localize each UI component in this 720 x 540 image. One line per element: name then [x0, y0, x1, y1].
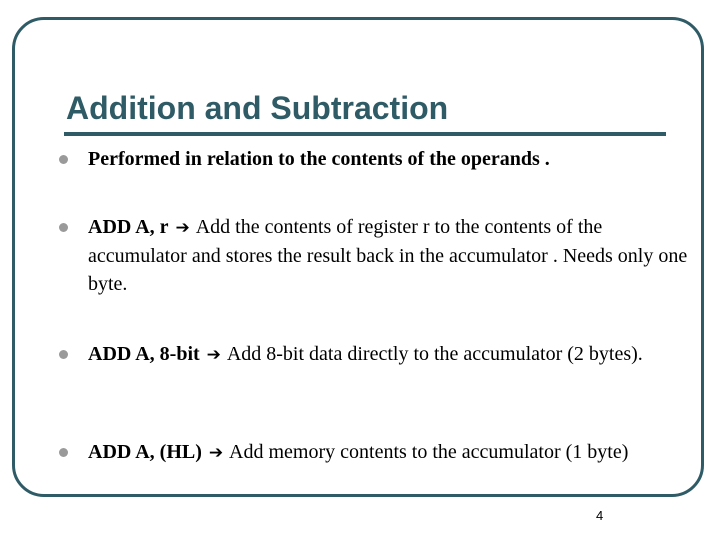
instruction-description: Add the contents of register r to the contents of the accumulator and stores the result back in the accumulator . Needs only one byte.: [88, 216, 688, 295]
title-underline: [64, 132, 666, 136]
bullet-dot-icon: [59, 448, 68, 457]
arrow-right-icon: ➔: [206, 345, 221, 365]
arrow-right-icon: ➔: [175, 218, 190, 238]
bullet-dot-icon: [59, 155, 68, 164]
bullet-item-4: [88, 438, 688, 467]
bullet-item-3: [88, 340, 688, 369]
page-number: 4: [596, 508, 604, 523]
bullet-item-1: [88, 145, 688, 173]
instruction-description: Add memory contents to the accumulator (1 byte): [229, 441, 629, 463]
bullet-text: Performed in relation to the contents of the operands .: [88, 148, 550, 170]
instruction-label: ADD A, 8-bit: [88, 343, 200, 365]
bullet-dot-icon: [59, 350, 68, 359]
instruction-label: ADD A, (HL): [88, 441, 202, 463]
bullet-dot-icon: [59, 223, 68, 232]
instruction-description: Add 8-bit data directly to the accumulator (2 bytes).: [226, 343, 643, 365]
instruction-label: ADD A, r: [88, 216, 169, 238]
arrow-right-icon: ➔: [208, 443, 224, 463]
slide-title: Addition and Subtraction: [66, 90, 449, 126]
bullet-item-2: [88, 213, 688, 298]
